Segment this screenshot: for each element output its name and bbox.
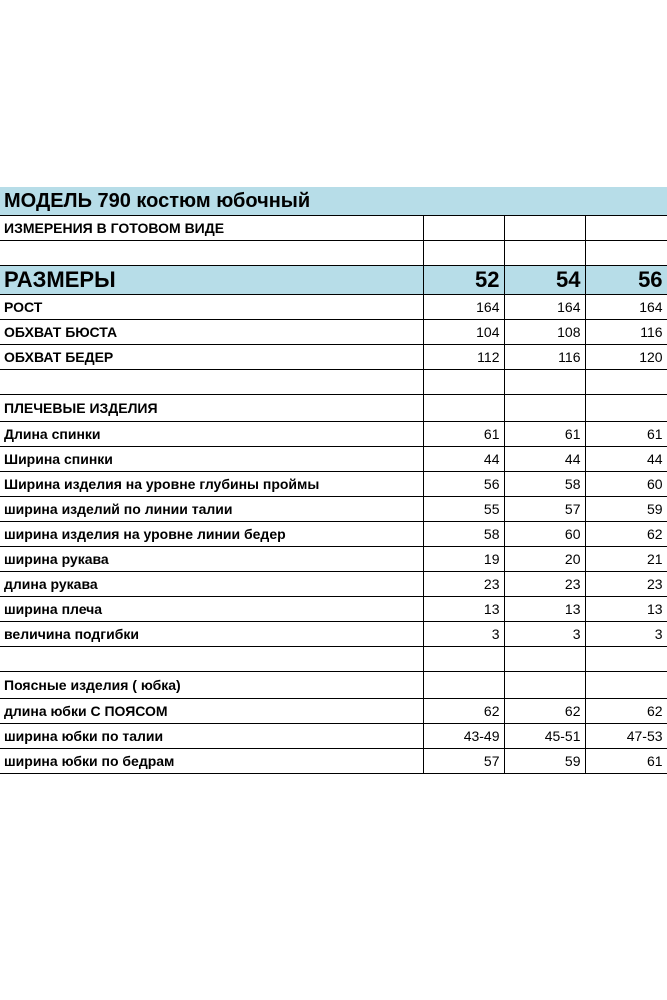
row-value: 21 xyxy=(585,547,667,572)
row-value: 116 xyxy=(504,345,585,370)
model-title: МОДЕЛЬ 790 костюм юбочный xyxy=(0,187,667,216)
row-value: 19 xyxy=(423,547,504,572)
table-row xyxy=(0,497,667,522)
row-value: 60 xyxy=(504,522,585,547)
row-value: 13 xyxy=(423,597,504,622)
measurements-table xyxy=(0,187,667,774)
row-value: 104 xyxy=(423,320,504,345)
row-value: 61 xyxy=(504,422,585,447)
empty-cell xyxy=(504,216,585,241)
row-value: 23 xyxy=(504,572,585,597)
row-value: 58 xyxy=(504,472,585,497)
table-row xyxy=(0,295,667,320)
table-row xyxy=(0,345,667,370)
empty-cell xyxy=(423,241,504,266)
row-value: 44 xyxy=(504,447,585,472)
row-value: 47-53 xyxy=(585,724,667,749)
row-label: Ширина спинки xyxy=(0,447,423,472)
row-value: 55 xyxy=(423,497,504,522)
size-54: 54 xyxy=(504,266,585,295)
sizes-label: РАЗМЕРЫ xyxy=(0,266,423,295)
row-label: ширина юбки по талии xyxy=(0,724,423,749)
size-56: 56 xyxy=(585,266,667,295)
row-value: 23 xyxy=(423,572,504,597)
empty-cell xyxy=(0,370,423,395)
table-row xyxy=(0,724,667,749)
row-value: 44 xyxy=(423,447,504,472)
empty-cell xyxy=(504,370,585,395)
table-row xyxy=(0,422,667,447)
blank-row xyxy=(0,241,667,266)
size-52: 52 xyxy=(423,266,504,295)
row-label: ширина изделия на уровне линии бедер xyxy=(0,522,423,547)
empty-cell xyxy=(423,216,504,241)
row-label: Ширина изделия на уровне глубины проймы xyxy=(0,472,423,497)
empty-cell xyxy=(585,672,667,699)
empty-cell xyxy=(423,370,504,395)
row-label: величина подгибки xyxy=(0,622,423,647)
row-value: 61 xyxy=(585,749,667,774)
row-value: 61 xyxy=(423,422,504,447)
title-row xyxy=(0,187,667,216)
row-label: длина рукава xyxy=(0,572,423,597)
table-row xyxy=(0,522,667,547)
row-value: 62 xyxy=(504,699,585,724)
row-value: 59 xyxy=(585,497,667,522)
row-label: ОБХВАТ БЮСТА xyxy=(0,320,423,345)
row-value: 164 xyxy=(423,295,504,320)
row-value: 13 xyxy=(504,597,585,622)
measurements-subtitle: ИЗМЕРЕНИЯ В ГОТОВОМ ВИДЕ xyxy=(0,216,423,241)
row-value: 13 xyxy=(585,597,667,622)
table-row xyxy=(0,622,667,647)
table-row xyxy=(0,320,667,345)
row-value: 58 xyxy=(423,522,504,547)
row-value: 43-49 xyxy=(423,724,504,749)
empty-cell xyxy=(423,647,504,672)
row-value: 59 xyxy=(504,749,585,774)
table-row xyxy=(0,547,667,572)
table-row xyxy=(0,699,667,724)
row-value: 61 xyxy=(585,422,667,447)
row-value: 23 xyxy=(585,572,667,597)
row-label: ширина плеча xyxy=(0,597,423,622)
row-value: 60 xyxy=(585,472,667,497)
empty-cell xyxy=(504,395,585,422)
row-value: 164 xyxy=(585,295,667,320)
row-value: 3 xyxy=(504,622,585,647)
row-value: 116 xyxy=(585,320,667,345)
row-label: Длина спинки xyxy=(0,422,423,447)
empty-cell xyxy=(504,672,585,699)
empty-cell xyxy=(423,395,504,422)
size-chart xyxy=(0,187,667,774)
shoulder-section-heading: ПЛЕЧЕВЫЕ ИЗДЕЛИЯ xyxy=(0,395,423,422)
row-value: 62 xyxy=(585,699,667,724)
empty-cell xyxy=(585,370,667,395)
skirt-section-heading-row xyxy=(0,672,667,699)
row-value: 108 xyxy=(504,320,585,345)
row-value: 62 xyxy=(585,522,667,547)
empty-cell xyxy=(504,647,585,672)
table-row xyxy=(0,597,667,622)
empty-cell xyxy=(585,216,667,241)
row-label: ширина юбки по бедрам xyxy=(0,749,423,774)
row-value: 120 xyxy=(585,345,667,370)
row-value: 57 xyxy=(504,497,585,522)
skirt-section-heading: Поясные изделия ( юбка) xyxy=(0,672,423,699)
empty-cell xyxy=(504,241,585,266)
row-value: 45-51 xyxy=(504,724,585,749)
row-value: 62 xyxy=(423,699,504,724)
blank-row xyxy=(0,370,667,395)
table-row xyxy=(0,472,667,497)
table-row xyxy=(0,447,667,472)
row-label: РОСТ xyxy=(0,295,423,320)
empty-cell xyxy=(585,647,667,672)
empty-cell xyxy=(0,241,423,266)
row-value: 3 xyxy=(423,622,504,647)
row-label: длина юбки С ПОЯСОМ xyxy=(0,699,423,724)
subtitle-row xyxy=(0,216,667,241)
row-label: ширина изделий по линии талии xyxy=(0,497,423,522)
row-value: 20 xyxy=(504,547,585,572)
empty-cell xyxy=(0,647,423,672)
row-value: 57 xyxy=(423,749,504,774)
sizes-header-row xyxy=(0,266,667,295)
row-label: ширина рукава xyxy=(0,547,423,572)
row-value: 112 xyxy=(423,345,504,370)
empty-cell xyxy=(423,672,504,699)
table-row xyxy=(0,572,667,597)
empty-cell xyxy=(585,395,667,422)
row-label: ОБХВАТ БЕДЕР xyxy=(0,345,423,370)
blank-row xyxy=(0,647,667,672)
row-value: 56 xyxy=(423,472,504,497)
row-value: 3 xyxy=(585,622,667,647)
shoulder-section-heading-row xyxy=(0,395,667,422)
table-row xyxy=(0,749,667,774)
row-value: 44 xyxy=(585,447,667,472)
empty-cell xyxy=(585,241,667,266)
row-value: 164 xyxy=(504,295,585,320)
